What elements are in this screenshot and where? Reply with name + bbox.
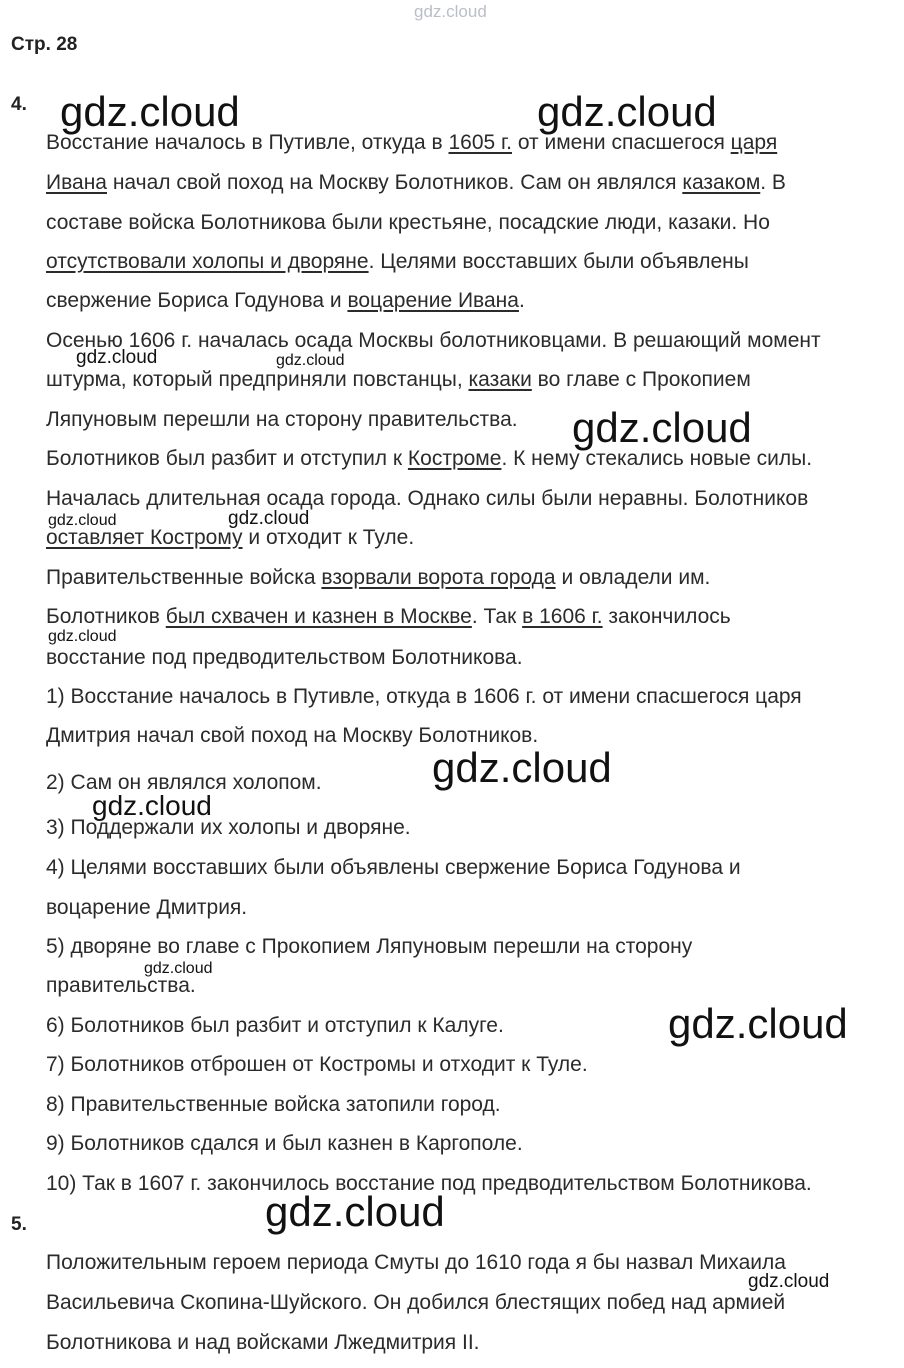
answer-line: правительства.: [46, 974, 196, 997]
watermark: gdz.cloud: [276, 352, 345, 369]
text-line: Болотников был схвачен и казнен в Москве. Так в 1606 г. закончилось: [46, 605, 731, 628]
text-line: свержение Бориса Годунова и воцарение Ивана.: [46, 289, 525, 312]
watermark: gdz.cloud: [572, 404, 752, 451]
watermark: gdz.cloud: [48, 628, 117, 645]
text-line: Ляпуновым перешли на сторону правительства.: [46, 408, 518, 431]
answer-line: 9) Болотников сдался и был казнен в Каргополе.: [46, 1132, 523, 1155]
answer-line: 8) Правительственные войска затопили город.: [46, 1093, 501, 1116]
text-line: Ивана начал свой поход на Москву Болотников. Сам он являлся казаком. В: [46, 171, 786, 194]
answer-line: 5) дворяне во главе с Прокопием Ляпуновым перешли на сторону: [46, 935, 693, 958]
text-line: оставляет Кострому и отходит к Туле.: [46, 526, 415, 549]
text-line: Правительственные войска взорвали ворота города и овладели им.: [46, 566, 711, 589]
answer-line: 1) Восстание началось в Путивле, откуда в 1606 г. от имени спасшегося царя: [46, 685, 802, 708]
answer-line: 3) Поддержали их холопы и дворяне.: [46, 816, 411, 839]
text-line: составе войска Болотникова были крестьяне, посадские люди, казаки. Но: [46, 211, 770, 234]
top-watermark: gdz.cloud: [414, 2, 487, 21]
answer-line: 7) Болотников отброшен от Костромы и отходит к Туле.: [46, 1053, 588, 1076]
question-5-number: 5.: [11, 1214, 27, 1235]
watermark: gdz.cloud: [748, 1271, 830, 1292]
watermark: gdz.cloud: [60, 88, 240, 135]
answer-line: 10) Так в 1607 г. закончилось восстание под предводительством Болотникова.: [46, 1172, 812, 1195]
watermark: gdz.cloud: [668, 1000, 848, 1047]
page-label: Стр. 28: [11, 34, 78, 55]
watermark: gdz.cloud: [432, 744, 612, 791]
answer-line: воцарение Дмитрия.: [46, 896, 248, 919]
watermark: gdz.cloud: [265, 1188, 445, 1235]
watermark: gdz.cloud: [92, 790, 212, 821]
watermark: gdz.cloud: [228, 508, 310, 529]
text-line: Осенью 1606 г. началась осада Москвы болотниковцами. В решающий момент: [46, 329, 821, 352]
answer-line: Дмитрия начал свой поход на Москву Болотников.: [46, 724, 539, 747]
answer-line: 4) Целями восставших были объявлены свержение Бориса Годунова и: [46, 856, 741, 879]
text-line: штурма, который предприняли повстанцы, казаки во главе с Прокопием: [46, 368, 751, 391]
answer-line: 2) Сам он являлся холопом.: [46, 771, 322, 794]
text-line: Васильевича Скопина-Шуйского. Он добился блестящих побед над армией: [46, 1291, 786, 1314]
watermark: gdz.cloud: [144, 960, 213, 977]
text-line: восстание под предводительством Болотникова.: [46, 646, 523, 669]
text-line: Болотникова и над войсками Лжедмитрия II.: [46, 1331, 480, 1354]
answer-line: 6) Болотников был разбит и отступил к Калуге.: [46, 1014, 504, 1037]
text-line: отсутствовали холопы и дворяне. Целями восставших были объявлены: [46, 250, 749, 273]
text-line: Восстание началось в Путивле, откуда в 1605 г. от имени спасшегося царя: [46, 131, 778, 154]
question-4-number: 4.: [11, 94, 27, 115]
text-line: Болотников был разбит и отступил к Костроме. К нему стекались новые силы.: [46, 447, 813, 470]
watermark: gdz.cloud: [76, 347, 158, 368]
text-line: Началась длительная осада города. Однако силы были неравны. Болотников: [46, 487, 809, 510]
watermark: gdz.cloud: [537, 88, 717, 135]
text-line: Положительным героем периода Смуты до 1610 года я бы назвал Михаила: [46, 1251, 786, 1274]
watermark: gdz.cloud: [48, 512, 117, 529]
